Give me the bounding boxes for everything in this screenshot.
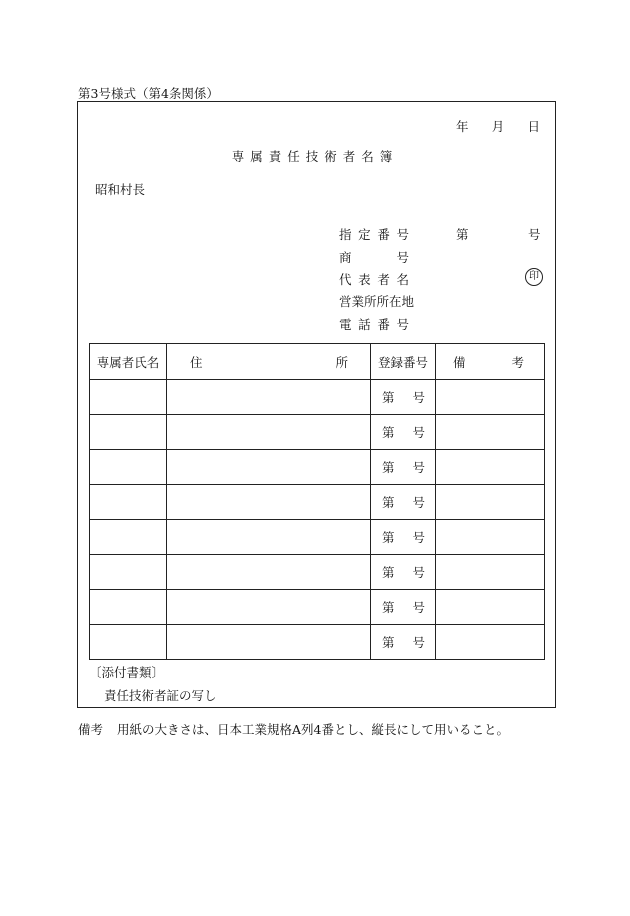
header-name: 専属者氏名 [90, 344, 167, 380]
form-number-label: 第3号様式（第4条関係） [78, 86, 219, 101]
cell-reg-no[interactable]: 第 号 [371, 450, 436, 485]
cell-name[interactable] [90, 555, 167, 590]
cell-name[interactable] [90, 625, 167, 660]
cell-address[interactable] [167, 485, 371, 520]
table-row [90, 520, 545, 555]
remarks-line [78, 720, 509, 738]
table-row [90, 485, 545, 520]
designation-suffix: 号 [528, 227, 541, 242]
attachments-heading: 〔添付書類〕 [89, 665, 165, 680]
remarks-label: 備考 [78, 722, 104, 737]
date-day: 日 [527, 119, 540, 134]
cell-address[interactable] [167, 520, 371, 555]
field-representative: 代表者名 [339, 272, 409, 287]
field-designation-number: 指定番号 [339, 227, 409, 242]
cell-note[interactable] [436, 590, 545, 625]
date-month: 月 [491, 119, 505, 134]
cell-address[interactable] [167, 590, 371, 625]
field-office-address: 営業所所在地 [339, 294, 415, 309]
cell-name[interactable] [90, 485, 167, 520]
cell-note[interactable] [436, 415, 545, 450]
cell-note[interactable] [436, 555, 545, 590]
cell-name[interactable] [90, 590, 167, 625]
header-note: 備 考 [436, 344, 545, 380]
remarks-text: 用紙の大きさは、日本工業規格A列4番とし、縦長にして用いること。 [117, 722, 509, 737]
cell-address[interactable] [167, 555, 371, 590]
field-phone: 電話番号 [339, 317, 409, 332]
cell-reg-no[interactable]: 第 号 [371, 625, 436, 660]
cell-reg-no[interactable]: 第 号 [371, 555, 436, 590]
document-title: 専属責任技術者名簿 [231, 149, 399, 164]
header-reg-no: 登録番号 [371, 344, 436, 380]
table-row [90, 625, 545, 660]
table-row [90, 380, 545, 415]
header-address: 住 所 [167, 344, 371, 380]
table-row [90, 590, 545, 625]
cell-note[interactable] [436, 520, 545, 555]
attachment-item: 責任技術者証の写し [104, 688, 217, 703]
table-header-row [90, 344, 545, 380]
cell-address[interactable] [167, 380, 371, 415]
registry-table [89, 343, 545, 660]
cell-note[interactable] [436, 625, 545, 660]
cell-address[interactable] [167, 625, 371, 660]
table-row [90, 415, 545, 450]
field-trade-name: 商号 [339, 250, 409, 265]
designation-prefix: 第 [456, 227, 469, 242]
cell-note[interactable] [436, 380, 545, 415]
addressee: 昭和村長 [95, 182, 146, 197]
date-year: 年 [456, 119, 469, 134]
cell-reg-no[interactable]: 第 号 [371, 590, 436, 625]
cell-reg-no[interactable]: 第 号 [371, 380, 436, 415]
date-line [456, 117, 540, 135]
cell-note[interactable] [436, 450, 545, 485]
cell-name[interactable] [90, 520, 167, 555]
cell-address[interactable] [167, 450, 371, 485]
cell-name[interactable] [90, 380, 167, 415]
cell-reg-no[interactable]: 第 号 [371, 415, 436, 450]
table-row [90, 450, 545, 485]
cell-reg-no[interactable]: 第 号 [371, 485, 436, 520]
table-row [90, 555, 545, 590]
cell-reg-no[interactable]: 第 号 [371, 520, 436, 555]
cell-name[interactable] [90, 415, 167, 450]
seal-mark: 印 [525, 268, 543, 286]
cell-name[interactable] [90, 450, 167, 485]
cell-address[interactable] [167, 415, 371, 450]
cell-note[interactable] [436, 485, 545, 520]
